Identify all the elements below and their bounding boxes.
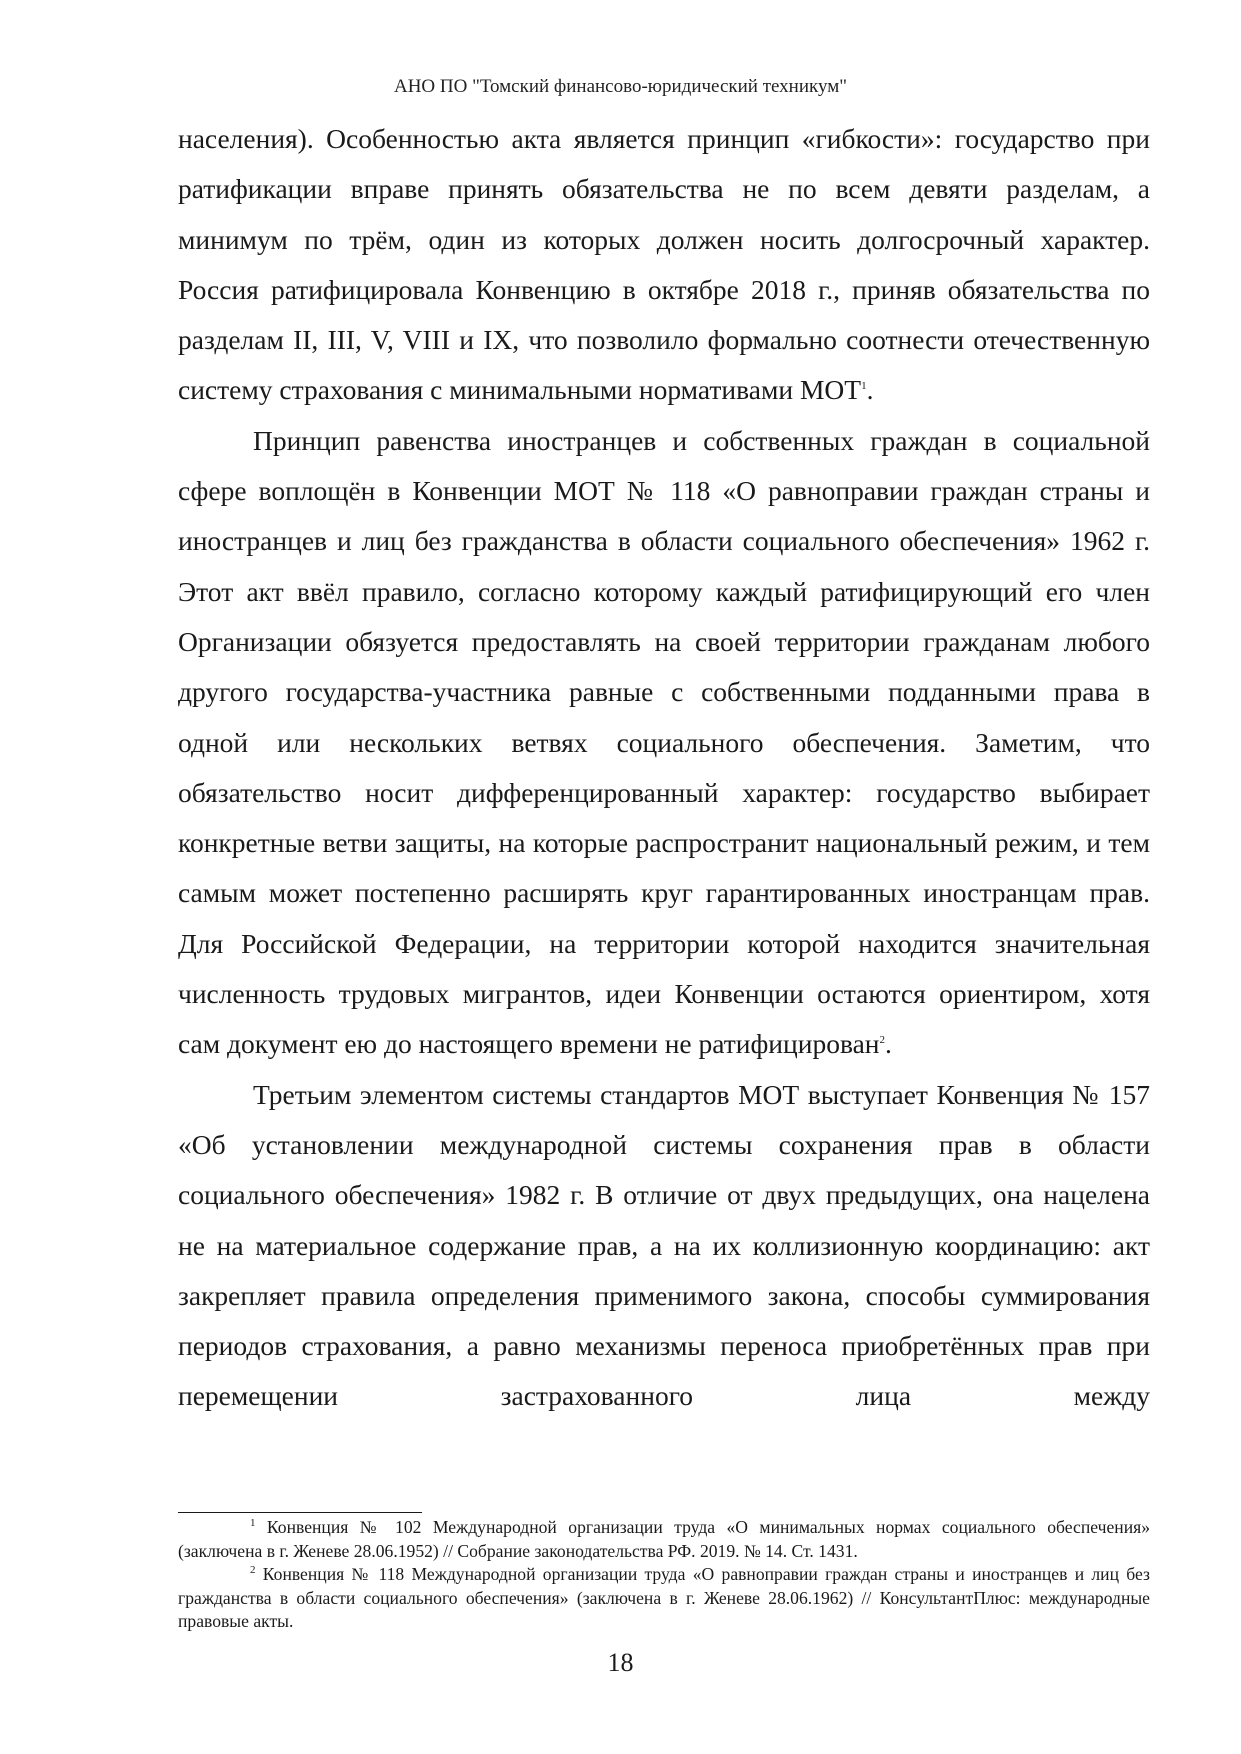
paragraph-3: Третьим элементом системы стандартов МОТ выступает Конвенция № 157 «Об установлении международной системы сохранения прав в области социального обеспечения» 1982 г. В отличие от двух предыдущих, она нацелена не на материальное содержание прав, а на их коллизионную координацию: акт закрепляет правила определения применимого закона, способы суммирования периодов страхования, а равно механизмы переноса приобретённых прав при перемещении застрахованного лица между [178,1078,1150,1412]
footnote-number-1: 1 [250,1517,256,1530]
paragraph-1: населения). Особенностью акта является принцип «гибкости»: государство при ратификации вправе принять обязательства не по всем девяти разделам, а минимум по трём, один из которых должен носить долгосрочный характер. Россия ратифицировала Конвенцию в октябре 2018 г., приняв обязательства по разделам II, III, V, VIII и IX, что позволило формально соотнести отечественную систему страхования с минимальными нормативами МОТ$^1$. [178,123,1150,406]
body-text [178,114,1150,1422]
footnote-ref-1[interactable]: 1 [861,380,867,393]
footnotes [178,1516,1150,1634]
footnote-number-2: 2 [250,1564,256,1577]
page-header: АНО ПО "Томский финансово-юридический техникум" [393,76,848,97]
footnote-ref-2[interactable]: 2 [879,1034,885,1047]
page-number: 18 [607,1648,634,1677]
paragraph-2: Принцип равенства иностранцев и собственных граждан в социальной сфере воплощён в Конвенции МОТ № 118 «О равноправии граждан страны и иностранцев и лиц без гражданства в области социального обеспечения» 1962 г. Этот акт ввёл правило, согласно которому каждый ратифицирующий его член Организации обязуется предоставлять на своей территории гражданам любого другого государства-участника равные с собственными подданными права в одной или нескольких ветвях социального обеспечения. Заметим, что обязательство носит дифференцированный характер: государство выбирает конкретные ветви защиты, на которые распространит национальный режим, и тем самым может постепенно расширять круг гарантированных иностранцам прав. Для Российской Федерации, на территории которой находится значительная численность трудовых мигрантов, идеи Конвенции остаются ориентиром, хотя сам документ ею до настоящего времени не ратифицирован$^2$. [178,424,1150,1060]
footnote-2: $^2$ Конвенция № 118 Международной организации труда «О равноправии граждан страны и иностранцев и лиц без гражданства в области социального обеспечения» (заключена в г. Женеве 28.06.1962) // КонсультантПлюс: международные правовые акты. [178,1564,1150,1632]
footnote-separator [178,1512,422,1513]
footnote-1: $^1$ Конвенция № 102 Международной организации труда «О минимальных нормах социального обеспечения» (заключена в г. Женеве 28.06.1952) // Собрание законодательства РФ. 2019. № 14. Ст. 1431. [178,1517,1150,1561]
